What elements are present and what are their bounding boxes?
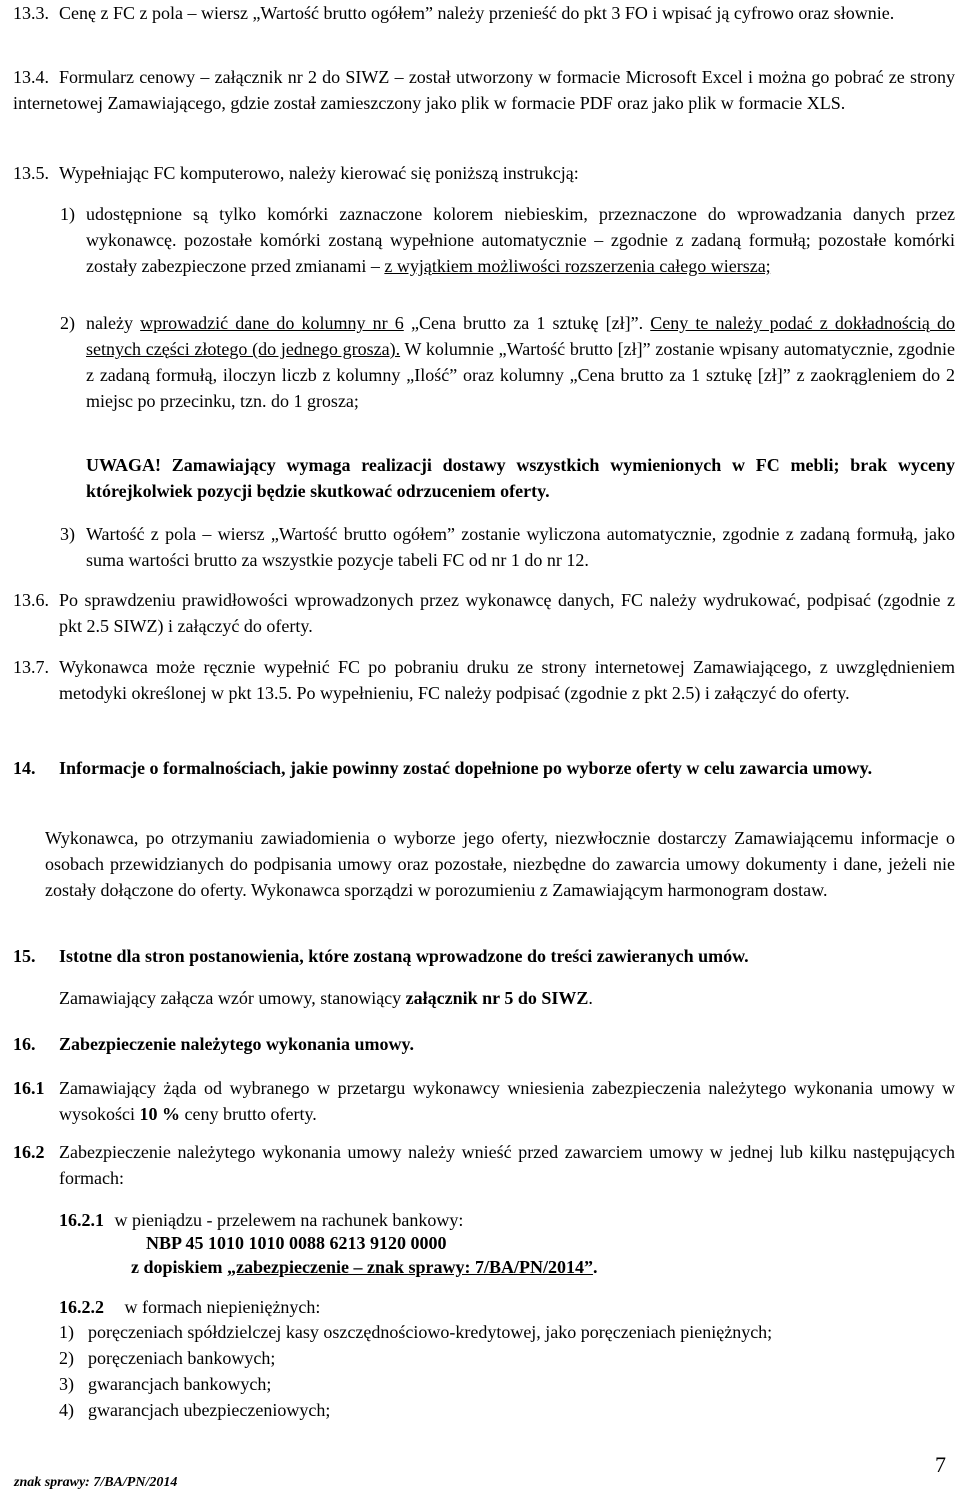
payment-note (131, 1254, 597, 1280)
paragraph-text: Zabezpieczenie należytego wykonania umowy należy wnieść przed zawarciem umowy w jednej lub kilku następujących formach: (59, 1142, 955, 1188)
section-number: 15. (13, 946, 36, 966)
section-number: 16.2 (13, 1142, 45, 1162)
section-number: 13.7. (13, 657, 49, 677)
list-item-text: poręczeniach bankowych; (88, 1348, 276, 1368)
section-13-6 (13, 587, 955, 639)
bank-account: NBP 45 1010 1010 0088 6213 9120 0000 (146, 1233, 447, 1253)
item-underlined-precision: Ceny te należy podać z dokładnością do setnych części złotego (do jednego grosza). (86, 313, 956, 359)
item-column-name: „Cena brutto za 1 sztukę [zł]”. (410, 313, 644, 333)
item-number: 3) (60, 524, 75, 544)
note-title: „zabezpieczenie – znak sprawy: 7/BA/PN/2014” (227, 1257, 593, 1277)
note-pre: z dopiskiem (131, 1257, 223, 1277)
section-16-2 (13, 1139, 955, 1191)
section-14-body: Wykonawca, po otrzymaniu zawiadomienia o wyborze jego oferty, niezwłocznie dostarczy Zamawiającemu informacje o osobach przewidzianych do podpisania umowy oraz pozostałe, niezbędne do zawarcia umowy dokumenty i dane, jeżeli nie zostały dołączone do oferty. Wykonawca sporządzi w porozumieniu z Zamawiającym harmonogram dostaw. (45, 828, 955, 900)
list-item (59, 1371, 839, 1397)
list-item (59, 1397, 839, 1423)
item-underlined-text: z wyjątkiem możliwości rozszerzenia całego wiersza; (384, 256, 771, 276)
item-text-pre: należy (86, 313, 133, 333)
section-title: Informacje o formalnościach, jakie powinny zostać dopełnione po wyborze oferty w celu zawarcia umowy. (59, 758, 873, 778)
section-16 (13, 1031, 955, 1057)
section-number: 16. (13, 1034, 36, 1054)
list-item-number: 1) (59, 1322, 74, 1342)
item-underlined-text: wprowadzić dane do kolumny nr 6 (140, 313, 404, 333)
paragraph-text: Po sprawdzeniu prawidłowości wprowadzonych przez wykonawcę danych, FC należy wydrukować, podpisać (zgodnie z pkt 2.5 SIWZ) i załączyć do oferty. (59, 590, 955, 636)
body-post: . (588, 988, 593, 1008)
instruction-item-1 (60, 201, 955, 279)
section-13-3 (13, 0, 955, 26)
list-item-text: gwarancjach bankowych; (88, 1374, 272, 1394)
section-number: 16.2.1 (59, 1210, 104, 1230)
section-number: 13.6. (13, 590, 49, 610)
list-item-text: gwarancjach ubezpieczeniowych; (88, 1400, 331, 1420)
item-text: Wartość z pola – wiersz „Wartość brutto ogółem” zostanie wyliczona automatycznie, zgodnie z zadaną formułą, jako suma wartości brutto za wszystkie pozycje tabeli FC od nr 1 do nr 12. (86, 524, 955, 570)
list-item-number: 4) (59, 1400, 74, 1420)
section-15-body (59, 985, 955, 1011)
paragraph-text: Zamawiający żąda od wybranego w przetargu wykonawcy wniesienia zabezpieczenia należytego wykonania umowy w wysokości (59, 1078, 955, 1124)
section-number: 13.4. (13, 67, 49, 87)
section-13-7 (13, 654, 955, 706)
list-item (59, 1345, 839, 1371)
instruction-item-2 (60, 310, 955, 414)
list-item (59, 1319, 839, 1345)
attachment-ref: załącznik nr 5 do SIWZ (405, 988, 589, 1008)
section-title: Zabezpieczenie należytego wykonania umowy. (59, 1034, 414, 1054)
section-number: 14. (13, 758, 36, 778)
item-number: 2) (60, 313, 75, 333)
section-14 (13, 755, 955, 781)
section-13-4 (13, 64, 955, 116)
item-text: udostępnione są tylko komórki zaznaczone kolorem niebieskim, przeznaczone do wprowadzania danych przez wykonawcę. pozostałe komórki zostaną wypełnione automatycznie – zgodnie z zadaną formułą; pozostałe komórki zostały zabezpieczone przed zmianami – (86, 204, 955, 276)
item-text-rest: W kolumnie „Wartość brutto [zł]” zostanie wpisany automatycznie, zgodnie z zadaną formułą, iloczyn liczb z kolumny „Ilość” oraz kolumny „Cena brutto za 1 sztukę [zł]” z zaokrągleniem do 2 miejsc po przecinku, tzn. do 1 grosza; (86, 339, 955, 411)
warning-text: Zamawiający wymaga realizacji dostawy wszystkich wymienionych w FC mebli; brak wyceny którejkolwiek pozycji będzie skutkować odrzuceniem oferty. (86, 455, 955, 501)
note-post: . (592, 1257, 598, 1277)
section-16-1 (13, 1075, 955, 1127)
item-number: 1) (60, 204, 75, 224)
section-number: 16.2.2 (59, 1297, 104, 1317)
paragraph-text: Formularz cenowy – załącznik nr 2 do SIWZ – został utworzony w formacie Microsoft Excel i można go pobrać ze strony internetowej Zamawiającego, gdzie został zamieszczony jako plik w formacie PDF oraz jako plik w formacie XLS. (13, 67, 955, 113)
section-title: Istotne dla stron postanowienia, które zostaną wprowadzone do treści zawieranych umów. (59, 946, 749, 966)
warning-block (86, 452, 955, 504)
section-13-5 (13, 160, 955, 186)
instruction-item-3 (60, 521, 955, 573)
paragraph-text: Cenę z FC z pola – wiersz „Wartość brutto ogółem” należy przenieść do pkt 3 FO i wpisać ją cyfrowo oraz słownie. (59, 3, 895, 23)
paragraph-text: w pieniądzu - przelewem na rachunek bankowy: (114, 1210, 464, 1230)
section-15 (13, 943, 955, 969)
section-number: 16.1 (13, 1078, 45, 1098)
paragraph-text: Wykonawca może ręcznie wypełnić FC po pobraniu druku ze strony internetowej Zamawiającego, z uwzględnieniem metodyki określonej w pkt 13.5. Po wypełnieniu, FC należy podpisać (zgodnie z pkt 2.5) i załączyć do oferty. (59, 657, 955, 703)
body-pre: Zamawiający załącza wzór umowy, stanowiący (59, 988, 402, 1008)
list-item-number: 2) (59, 1348, 74, 1368)
paragraph-text: Wypełniając FC komputerowo, należy kierować się poniższą instrukcją: (59, 163, 579, 183)
paragraph-text-post: ceny brutto oferty. (184, 1104, 317, 1124)
list-item-text: poręczeniach spółdzielczej kasy oszczędnościowo-kredytowej, jako poręczeniach pieniężnych; (88, 1322, 773, 1342)
forms-list (59, 1319, 839, 1423)
warning-label: UWAGA! (86, 455, 161, 475)
footer-case-number: znak sprawy: 7/BA/PN/2014 (14, 1475, 178, 1490)
page-number: 7 (935, 1452, 946, 1477)
paragraph-text: w formach niepieniężnych: (124, 1297, 321, 1317)
percent-value: 10 % (139, 1104, 180, 1124)
section-number: 13.3. (13, 3, 49, 23)
section-number: 13.5. (13, 163, 49, 183)
list-item-number: 3) (59, 1374, 74, 1394)
section-16-2-2 (59, 1294, 955, 1320)
